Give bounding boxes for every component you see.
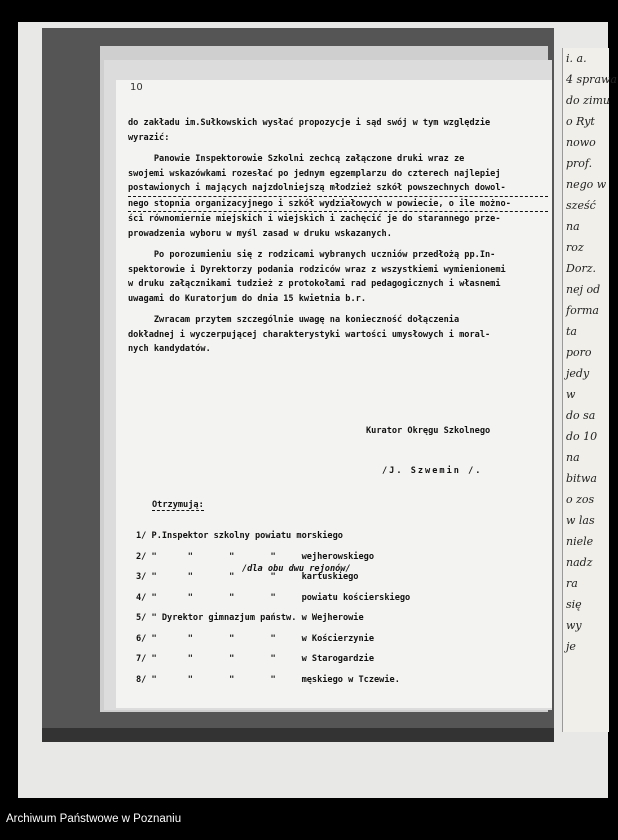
- handwriting-line: się: [566, 598, 582, 611]
- recipients-heading: Otrzymują:: [152, 500, 204, 510]
- handwriting-line: nego w: [566, 178, 607, 191]
- handwriting-line: bitwa: [566, 472, 597, 485]
- handwriting-line: na: [566, 451, 580, 464]
- paragraph-line: do zakładu im.Sułkowskich wysłać propozycje i sąd swój w tym względzie: [128, 118, 491, 128]
- recipient-item: 3/ " " " " kartuskiego: [136, 572, 359, 582]
- handwriting-line: i. a.: [566, 52, 587, 65]
- handwriting-line: nowo: [566, 136, 596, 149]
- page-number: 10: [130, 82, 143, 93]
- handwriting-line: nadz: [566, 556, 593, 569]
- handwriting-line: je: [566, 640, 576, 653]
- handwriting-line: do zimu: [566, 94, 610, 107]
- paragraph-line: Panowie Inspektorowie Szkolni zechcą załączone druki wraz ze: [128, 154, 465, 164]
- handwriting-line: o zos: [566, 493, 595, 506]
- paragraph-line: Zwracam przytem szczególnie uwagę na konieczność dołączenia: [128, 315, 460, 325]
- handwriting-line: poro: [566, 346, 592, 359]
- handwriting-line: na: [566, 220, 580, 233]
- handwriting-line: roz: [566, 241, 584, 254]
- handwriting-line: ta: [566, 325, 577, 338]
- recipients-note: /dla obu dwu rejonów/: [242, 564, 351, 574]
- handwriting-line: w: [566, 388, 576, 401]
- signature-title: Kurator Okręgu Szkolnego: [366, 426, 491, 436]
- recipient-item: 1/ P.Inspektor szkolny powiatu morskiego: [136, 531, 343, 541]
- letter-body: [128, 116, 548, 357]
- recipient-item: 8/ " " " " męskiego w Tczewie.: [136, 674, 400, 685]
- handwriting-line: wy: [566, 619, 582, 632]
- handwriting-line: do sa: [566, 409, 596, 422]
- paragraph-line: nego stopnia organizacyjnego i szkół wydziałowych w powiecie, o ile możno-: [128, 197, 548, 213]
- handwriting-line: prof.: [566, 157, 593, 170]
- paragraph-line: postawionych i mających najzdolniejszą młodzież szkół powszechnych dowol-: [128, 181, 548, 197]
- paragraph-line: swojemi wskazówkami rozesłać po jednym egzemplarzu do czterech najlepiej: [128, 168, 501, 179]
- paragraph-line: ści równomiernie miejskich i wiejskich i zachęcić je do starannego prze-: [128, 214, 501, 224]
- signature-name: /J. Szwemin /.: [382, 466, 483, 476]
- handwriting-line: sześć: [566, 199, 596, 212]
- paragraph-line: w druku załącznikami tudzież z protokołami rad pedagogicznych i własnemi: [128, 279, 501, 289]
- handwriting-line: do 10: [566, 430, 598, 443]
- paragraph-line: dokładnej i wyczerpującej charakterystyki wartości umysłowych i moral-: [128, 329, 491, 340]
- handwriting-line: Dorz.: [566, 262, 596, 275]
- handwriting-line: jedy: [566, 367, 590, 380]
- recipient-item: 5/ " Dyrektor gimnazjum państw. w Wejherowie: [136, 613, 364, 623]
- paragraph-line: prowadzenia wyboru w myśl zasad w druku wskazanych.: [128, 228, 392, 239]
- paragraph-line: uwagami do Kuratorjum do dnia 15 kwietnia b.r.: [128, 293, 366, 304]
- handwriting-line: ra: [566, 577, 578, 590]
- recipient-item: 2/ " " " " wejherowskiego: [136, 551, 374, 562]
- recipient-item: 4/ " " " " powiatu kościerskiego: [136, 592, 411, 603]
- handwriting-line: o Ryt: [566, 115, 595, 128]
- recipients-list: [136, 526, 556, 690]
- document-scan: [18, 22, 617, 798]
- paragraph-line: spektorowie i Dyrektorzy podania rodziców wraz z wszystkiemi wymienionemi: [128, 264, 506, 275]
- archive-footer: Archiwum Państwowe w Poznaniu: [6, 813, 182, 825]
- handwriting-line: nej od: [566, 283, 601, 296]
- recipient-item: 6/ " " " " w Kościerzynie: [136, 633, 374, 644]
- handwriting-line: w las: [566, 514, 595, 527]
- paragraph-line: nych kandydatów.: [128, 344, 211, 354]
- handwritten-margin-page: [562, 48, 617, 732]
- page-shadow: [42, 728, 554, 742]
- recipient-item: 7/ " " " " w Starogardzie: [136, 654, 374, 664]
- paragraph-line: Po porozumieniu się z rodzicami wybranych uczniów przedłożą pp.In-: [128, 250, 496, 260]
- typed-letter-page: [116, 80, 552, 708]
- handwriting-line: niele: [566, 535, 594, 548]
- paragraph-line: wyrazić:: [128, 132, 170, 143]
- handwriting-line: 4 sprawa: [566, 73, 617, 86]
- handwriting-line: forma: [566, 304, 599, 317]
